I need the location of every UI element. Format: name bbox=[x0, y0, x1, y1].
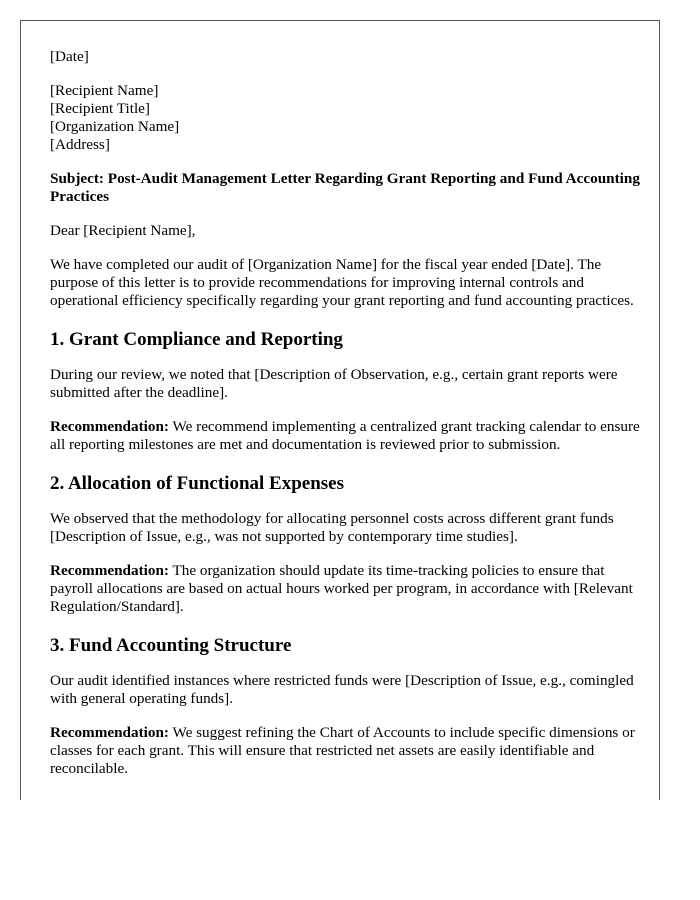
recommendation-label: Recommendation: bbox=[50, 418, 169, 435]
recommendation-text: We suggest refining the Chart of Accounts to include specific dimensions or classes for each grant. This will ensure that restricted net assets are easily identifiable and reconcilable. bbox=[50, 724, 635, 777]
recipient-name: [Recipient Name] bbox=[50, 82, 159, 99]
intro-paragraph: We have completed our audit of [Organization Name] for the fiscal year ended [Date]. The purpose of this letter is to provide recommendations for improving internal controls and operational efficiency specifically regarding your grant reporting and fund accounting practices. bbox=[50, 256, 634, 309]
section-recommendation bbox=[50, 562, 640, 616]
section-heading: 2. Allocation of Functional Expenses bbox=[50, 473, 344, 494]
recommendation-label: Recommendation: bbox=[50, 562, 169, 579]
letter-body bbox=[50, 48, 640, 778]
subject-line: Subject: Post-Audit Management Letter Regarding Grant Reporting and Fund Accounting Practices bbox=[50, 170, 640, 205]
letter-page bbox=[20, 20, 660, 800]
salutation: Dear [Recipient Name], bbox=[50, 222, 196, 239]
letter-date: [Date] bbox=[50, 48, 89, 65]
section-observation: We observed that the methodology for allocating personnel costs across different grant funds [Description of Issue, e.g., was not supported by contemporary time studies]. bbox=[50, 510, 614, 545]
section-recommendation bbox=[50, 418, 640, 454]
recipient-title: [Recipient Title] bbox=[50, 100, 150, 117]
recipient-block bbox=[50, 82, 640, 154]
recommendation-label: Recommendation: bbox=[50, 724, 169, 741]
section-observation: Our audit identified instances where restricted funds were [Description of Issue, e.g., comingled with general operating funds]. bbox=[50, 672, 634, 707]
recipient-address: [Address] bbox=[50, 136, 110, 153]
section-heading: 1. Grant Compliance and Reporting bbox=[50, 329, 343, 350]
recommendation-text: We recommend implementing a centralized grant tracking calendar to ensure all reporting milestones are met and documentation is reviewed prior to submission. bbox=[50, 418, 640, 453]
section-observation: During our review, we noted that [Description of Observation, e.g., certain grant reports were submitted after the deadline]. bbox=[50, 366, 618, 401]
section-heading: 3. Fund Accounting Structure bbox=[50, 635, 292, 656]
recommendation-text: The organization should update its time-tracking policies to ensure that payroll allocations are based on actual hours worked per program, in accordance with [Relevant Regulation/Standard]. bbox=[50, 562, 633, 615]
recipient-organization: [Organization Name] bbox=[50, 118, 180, 135]
section-recommendation bbox=[50, 724, 640, 778]
